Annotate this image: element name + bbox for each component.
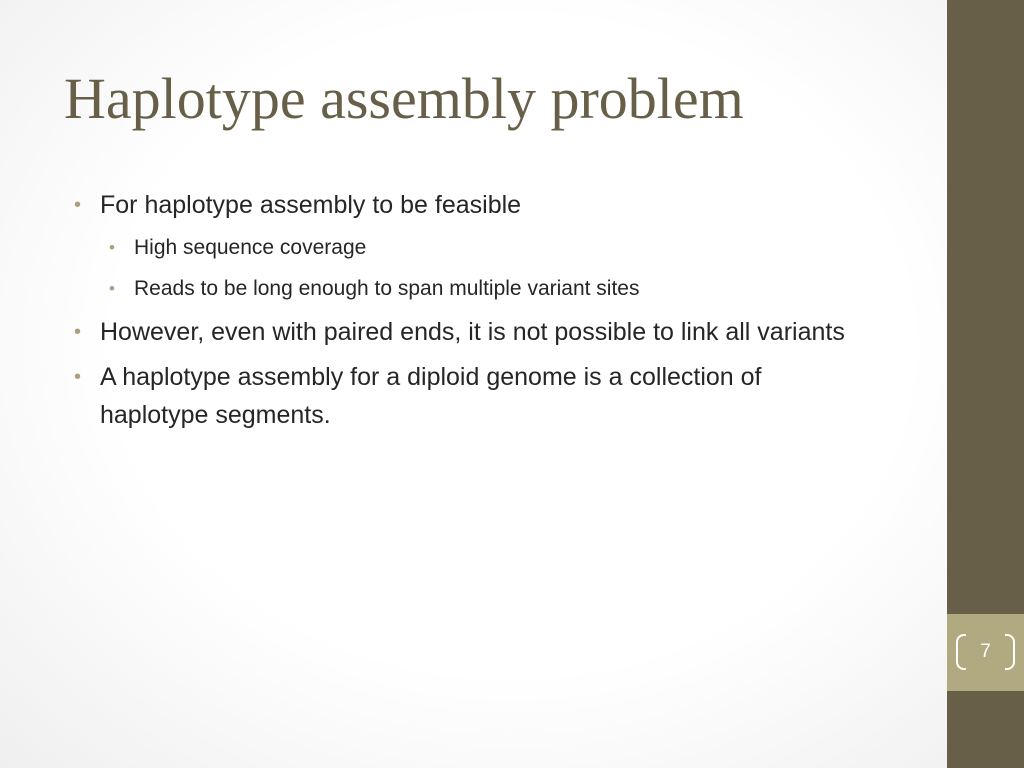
bullet-text: High sequence coverage <box>134 236 367 259</box>
bullet-marker-icon: • <box>109 238 115 257</box>
slide-number-box <box>947 614 1024 691</box>
bullet-item <box>74 186 874 224</box>
bullet-text: A haplotype assembly for a diploid genome is a collection of haplotype segments. <box>100 363 762 429</box>
bullet-item <box>74 313 874 351</box>
right-bracket-icon <box>1005 634 1015 670</box>
bullet-item <box>74 358 874 434</box>
bullet-marker-icon: • <box>109 279 115 298</box>
bullet-marker-icon: • <box>74 321 82 343</box>
bullet-marker-icon: • <box>74 366 82 388</box>
bullet-text: Reads to be long enough to span multiple variant sites <box>134 277 640 300</box>
sub-bullet-item <box>74 272 874 306</box>
slide-title: Haplotype assembly problem <box>64 66 744 131</box>
bullet-list <box>74 186 874 441</box>
bullet-text: However, even with paired ends, it is not possible to link all variants <box>100 318 845 346</box>
bullet-text: For haplotype assembly to be feasible <box>100 191 522 219</box>
bullet-marker-icon: • <box>74 194 82 216</box>
sub-bullet-item <box>74 231 874 265</box>
slide-number: 7 <box>980 641 991 662</box>
